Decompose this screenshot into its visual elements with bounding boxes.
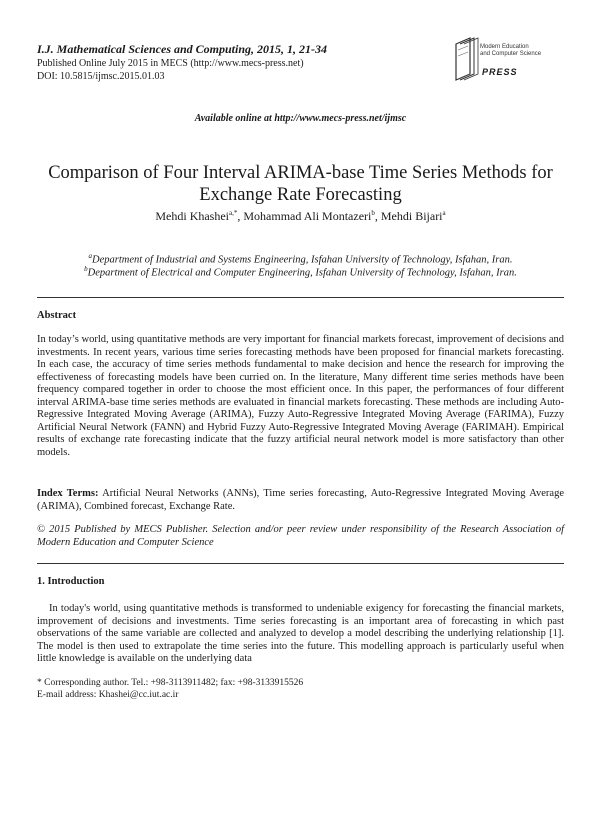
affiliation-sup: b (84, 265, 88, 273)
published-online: Published Online July 2015 in MECS (http://www.mecs-press.net) (37, 58, 304, 69)
author-name: Mehdi Khashei (155, 209, 230, 223)
paper-title: Comparison of Four Interval ARIMA-base Time Series Methods for Exchange Rate Forecasting (48, 163, 553, 205)
author-sup: a (442, 209, 446, 217)
affiliation-text: Department of Electrical and Computer Engineering, Isfahan University of Technology, Isfahan, Iran. (87, 267, 517, 279)
copyright-notice: © 2015 Published by MECS Publisher. Selection and/or peer review under responsibility of the Research Association of Modern Education and Computer Science (37, 524, 564, 548)
author-sup: a,* (229, 209, 238, 217)
author-list: Mehdi Khashei$^{a,*}$, Mohammad Ali Montazeri$^b$, Mehdi Bijari$^a$ (155, 209, 446, 223)
introduction-text: In today's world, using quantitative methods is transformed to undeniable exigency for forecasting the financial markets, improvement of decisions and investments. Time series forecasting is an important area of forecasting in which past observations of the same variable are collected and analyzed to develop a model describing the underlying relationship [1]. The model is then used to extrapolate the time series into the future. This modelling approach is particularly useful when little knowledge is available on the underlying data (37, 603, 564, 664)
affiliation-sup: a (88, 252, 93, 260)
affiliation-text: Department of Industrial and Systems Engineering, Isfahan University of Technology, Isfahan, Iran. (92, 254, 513, 266)
introduction-heading: 1. Introduction (37, 576, 105, 587)
footnote (37, 678, 303, 701)
logo-line-1: Modern Education (480, 44, 529, 50)
author-sup: b (371, 209, 375, 217)
author-name: Mehdi Bijari (380, 209, 443, 223)
affiliation-b (0, 265, 601, 279)
logo-press: PRESS (482, 67, 518, 77)
divider-top (37, 297, 564, 298)
abstract-heading: Abstract (37, 310, 77, 321)
corresponding-author: * Corresponding author. Tel.: +98-3113911482; fax: +98-3133915526 (37, 678, 304, 688)
index-terms-label: Index Terms: (37, 488, 99, 499)
divider-bottom (37, 563, 564, 564)
available-online: Available online at http://www.mecs-press.net/ijmsc (194, 113, 407, 124)
abstract-text: In today’s world, using quantitative methods are very important for financial markets forecast, improvement of decisions and investments. In recent years, various time series forecasting methods have been proposed for financial markets forecasting. In each case, the accuracy of time series methods fundamental to make decision and hence the research for improving the effectiveness of forecasting models have been curried on. In the literature, Many different time series methods have been frequency compared together in order to choose the most efficient once. In this paper, the performances of four different interval ARIMA-base time series methods are evaluated in financial markets forecasting. These methods are including Auto-Regressive Integrated Moving Average (ARIMA), Fuzzy Auto-Regressive Integrated Moving Average (FARIMA), Fuzzy Artificial Neural Network (FANN) and Hybrid Fuzzy Auto-Regressive Integrated Moving Average (FARIMAH). Empirical results of exchange rate forecasting indicate that the fuzzy artificial neural network model is more satisfactory than other models. (37, 334, 564, 458)
index-terms (37, 488, 564, 513)
publisher-logo (452, 34, 562, 84)
journal-citation: I.J. Mathematical Sciences and Computing, 2015, 1, 21-34 (37, 42, 328, 56)
affiliation-a (0, 252, 601, 266)
index-terms-text: Artificial Neural Networks (ANNs), Time series forecasting, Auto-Regressive Integrated Moving Average (ARIMA), Combined forecast, Exchange Rate. (37, 488, 564, 512)
author-name: Mohammad Ali Montazeri (243, 209, 372, 223)
doi: DOI: 10.5815/ijmsc.2015.01.03 (37, 71, 165, 82)
logo-line-2: and Computer Science (480, 50, 542, 57)
email-address: E-mail address: Khashei@cc.iut.ac.ir (37, 689, 179, 700)
books-icon (452, 36, 482, 82)
